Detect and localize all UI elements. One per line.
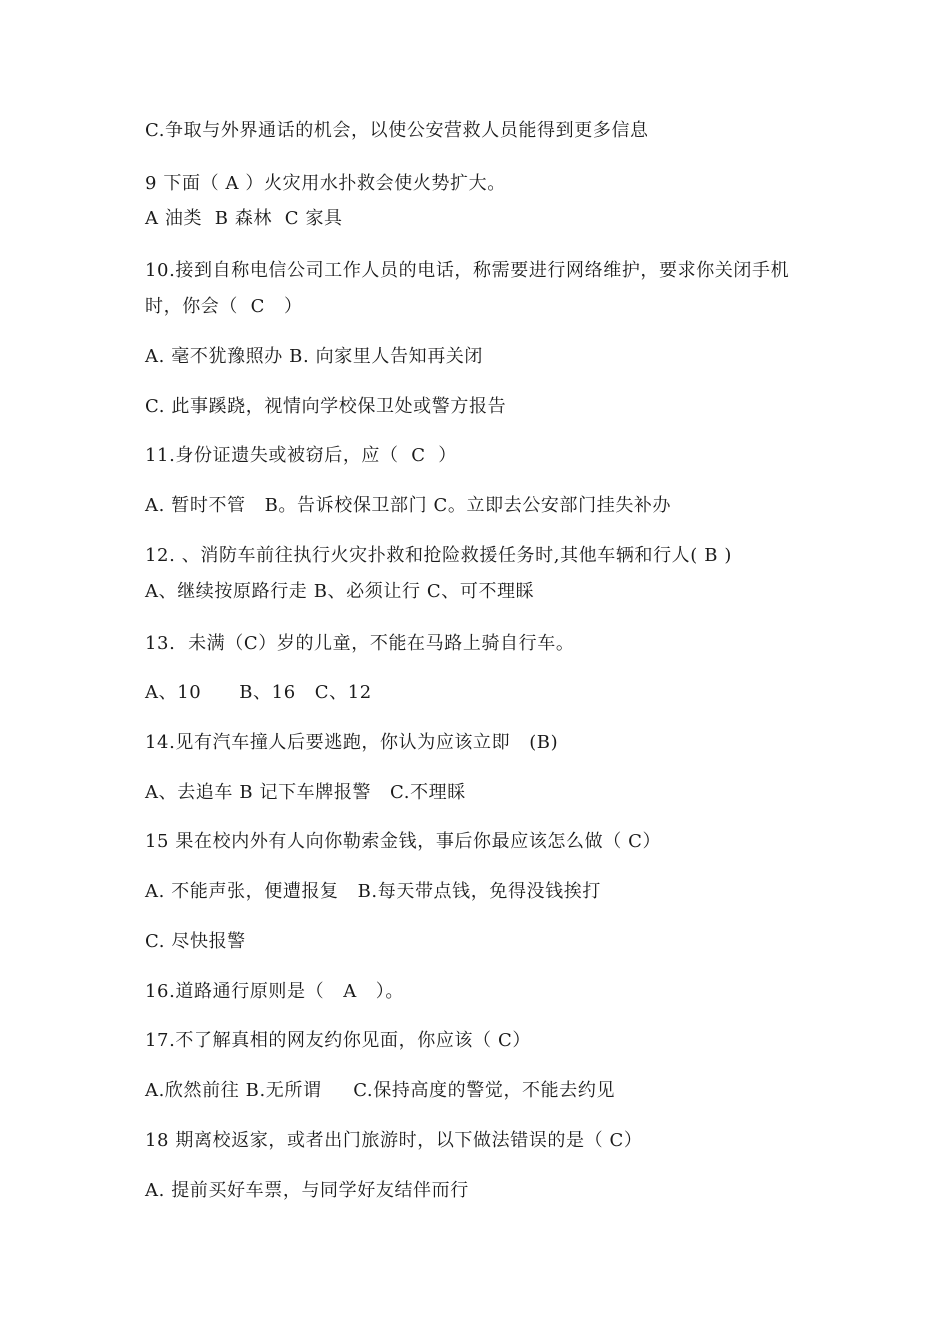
options-9: A 油类 B 森林 C 家具 (145, 208, 343, 229)
options-12: A、继续按原路行走 B、必须让行 C、可不理睬 (145, 581, 535, 602)
question-13: 13. 未满（C）岁的儿童，不能在马路上骑自行车。 (145, 633, 575, 654)
question-10-line-2: 时，你会（ C ） (145, 296, 303, 317)
question-18: 18 期离校返家，或者出门旅游时，以下做法错误的是（ C） (145, 1130, 643, 1151)
question-12: 12. 、消防车前往执行火灾扑救和抢险救援任务时,其他车辆和行人( B ) (145, 545, 732, 566)
options-14: A、去追车 B 记下车牌报警 C.不理睬 (145, 782, 466, 803)
question-17: 17.不了解真相的网友约你见面，你应该（ C） (145, 1030, 531, 1051)
question-14: 14.见有汽车撞人后要逃跑，你认为应该立即 (B) (145, 732, 559, 753)
options-10-ab: A. 毫不犹豫照办 B. 向家里人告知再关闭 (145, 346, 484, 367)
option-line-8c: C.争取与外界通话的机会，以使公安营救人员能得到更多信息 (145, 120, 649, 141)
question-9: 9 下面（ A ）火灾用水扑救会使火势扩大。 (145, 173, 506, 194)
options-15-ab: A. 不能声张，便遭报复 B.每天带点钱，免得没钱挨打 (145, 881, 601, 902)
options-18-a: A. 提前买好车票，与同学好友结伴而行 (145, 1180, 469, 1201)
question-16: 16.道路通行原则是（ A ）。 (145, 981, 404, 1002)
options-10-c: C. 此事蹊跷，视情向学校保卫处或警方报告 (145, 396, 507, 417)
question-15: 15 果在校内外有人向你勒索金钱，事后你最应该怎么做（ C） (145, 831, 662, 852)
options-15-c: C. 尽快报警 (145, 931, 246, 952)
options-13: A、10 B、16 C、12 (145, 682, 372, 703)
question-10-line-1: 10.接到自称电信公司工作人员的电话，称需要进行网络维护，要求你关闭手机 (145, 260, 790, 281)
options-11: A. 暂时不管 B。告诉校保卫部门 C。立即去公安部门挂失补办 (145, 495, 672, 516)
question-11: 11.身份证遗失或被窃后，应（ C ） (145, 445, 457, 466)
options-17: A.欣然前往 B.无所谓 C.保持高度的警觉，不能去约见 (145, 1080, 616, 1101)
